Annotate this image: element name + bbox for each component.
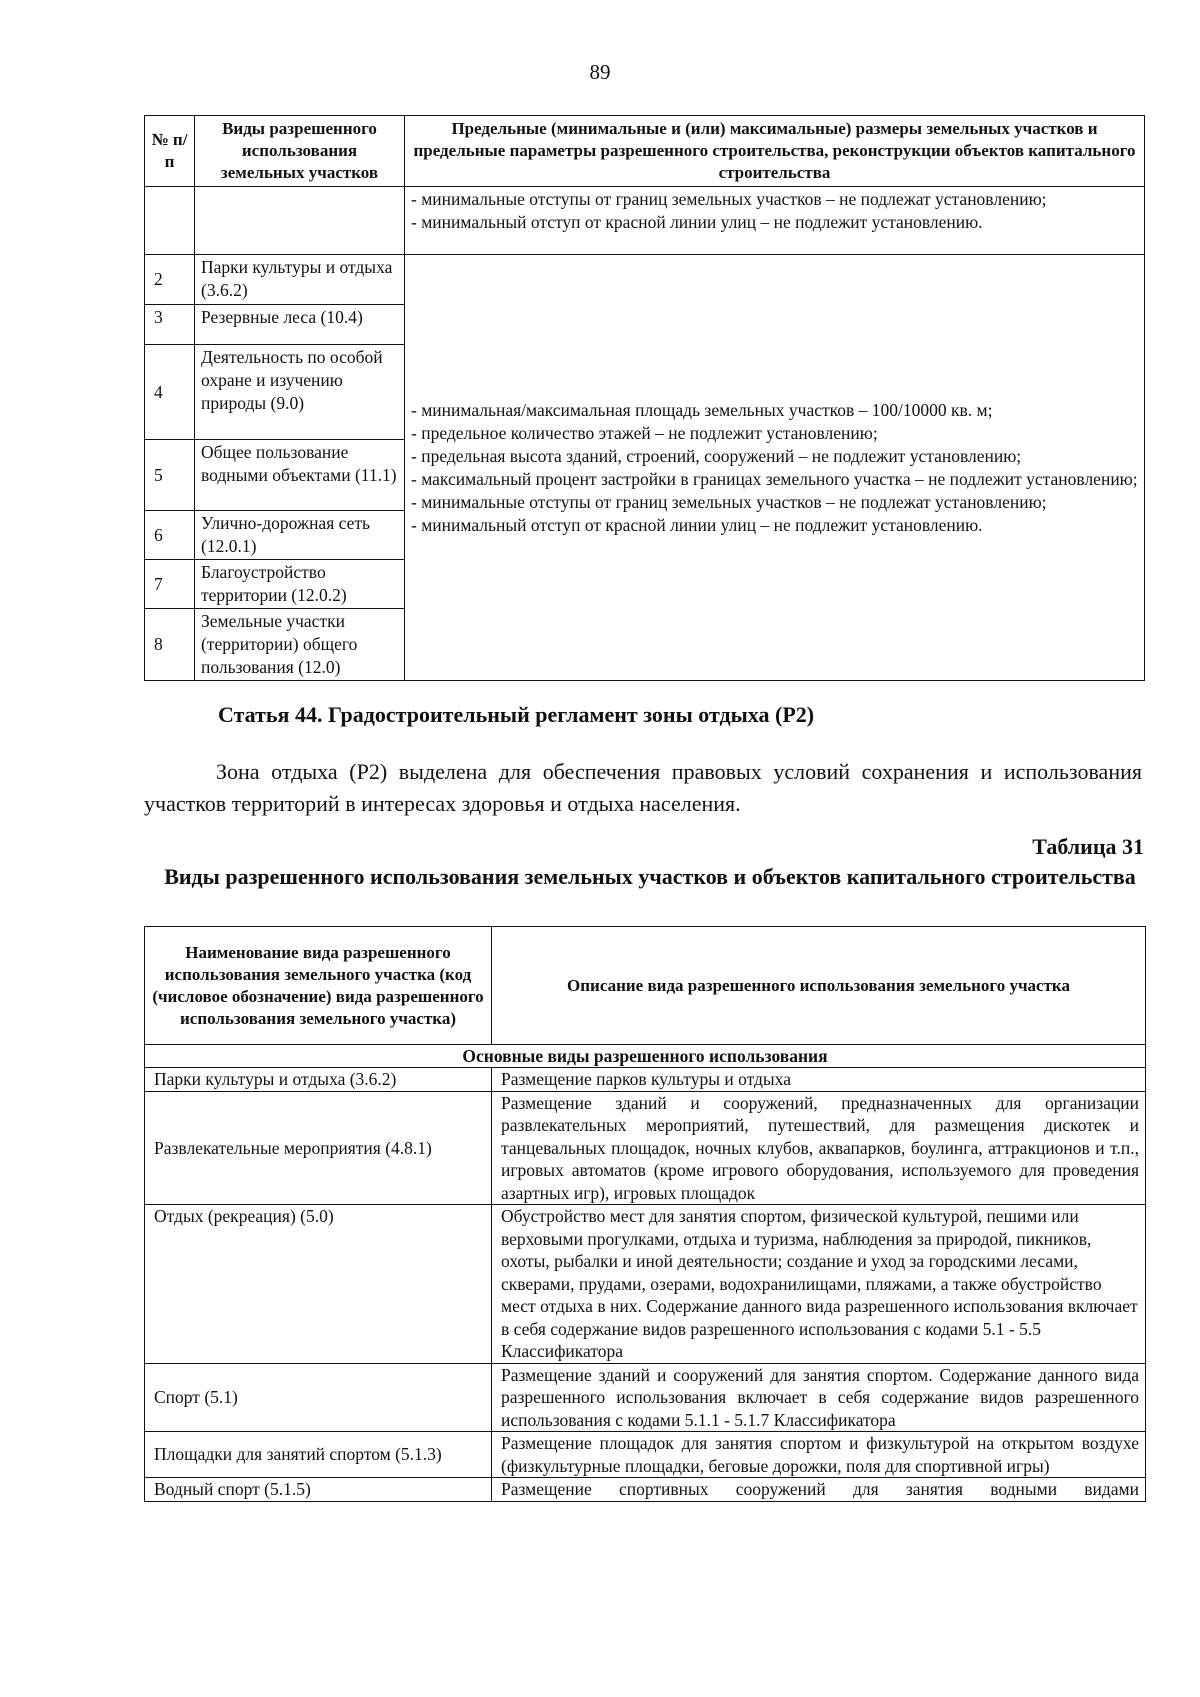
use-description: Размещение парков культуры и отдыха: [492, 1068, 1146, 1092]
row-number: 5: [145, 440, 195, 511]
header-number: № п/п: [145, 116, 195, 187]
group-row: [145, 1045, 1146, 1068]
article-title: Статья 44. Градостроительный регламент зоны отдыха (Р2): [218, 702, 815, 727]
use-description: Размещение спортивных сооружений для занятия водными видами: [492, 1478, 1146, 1502]
use-description: Размещение зданий и сооружений для занятия спортом. Содержание данного вида разрешенного использования включает в себя содержание видов разрешенного использования с кодами 5.1.1 - 5.1.7 Классификатора: [492, 1363, 1146, 1432]
header-use-types: Виды разрешенного использования земельных участков: [195, 116, 405, 187]
header-use-description: Описание вида разрешенного использования земельного участка: [492, 927, 1146, 1045]
zone-parameters-table: [144, 115, 1145, 681]
table-title: Виды разрешенного использования земельных участков и объектов капитального строительства: [164, 864, 1136, 889]
row-number: 2: [145, 255, 195, 305]
row-use-type: Благоустройство территории (12.0.2): [195, 560, 405, 609]
use-name: Развлекательные мероприятия (4.8.1): [145, 1091, 492, 1205]
row-number: 6: [145, 511, 195, 560]
header-use-name: Наименование вида разрешенного использования земельного участка (код (числовое обозначение) вида разрешенного использования земельного участка): [145, 927, 492, 1045]
permitted-uses-table: [144, 926, 1146, 1502]
row-number: 4: [145, 345, 195, 440]
row-use-type: Деятельность по особой охране и изучению природы (9.0): [195, 345, 405, 440]
use-name: Площадки для занятий спортом (5.1.3): [145, 1432, 492, 1478]
table-row: [145, 1363, 1146, 1432]
row-number: 3: [145, 305, 195, 345]
table-row: [145, 255, 1145, 305]
table-row: [145, 1068, 1146, 1092]
group-label: Основные виды разрешенного использования: [145, 1045, 1146, 1068]
row-use-type: Общее пользование водными объектами (11.1): [195, 440, 405, 511]
row-use-type: Улично-дорожная сеть (12.0.1): [195, 511, 405, 560]
table-header-row: [145, 927, 1146, 1045]
table-header-row: [145, 116, 1145, 187]
table-label: Таблица 31: [1032, 834, 1144, 859]
row-use-type: Резервные леса (10.4): [195, 305, 405, 345]
header-limits: Предельные (минимальные и (или) максимальные) размеры земельных участков и предельные параметры разрешенного строительства, реконструкции объектов капитального строительства: [405, 116, 1145, 187]
use-description: Обустройство мест для занятия спортом, физической культурой, пешими или верховыми прогулками, отдыха и туризма, наблюдения за природой, пикников, охоты, рыбалки и иной деятельности; создание и уход за городскими лесами, скверами, прудами, озерами, водохранилищами, пляжами, а также обустройство мест отдыха в них. Содержание данного вида разрешенного использования включает в себя содержание видов разрешенного использования с кодами 5.1 - 5.5 Классификатора: [492, 1205, 1146, 1364]
use-name: Отдых (рекреация) (5.0): [145, 1205, 492, 1364]
use-description: Размещение площадок для занятия спортом и физкультурой на открытом воздухе (физкультурные площадки, беговые дорожки, поля для спортивной игры): [492, 1432, 1146, 1478]
empty-cell: [145, 187, 195, 255]
use-name: Спорт (5.1): [145, 1363, 492, 1432]
use-description: Размещение зданий и сооружений, предназначенных для организации развлекательных мероприятий, путешествий, для размещения дискотек и танцевальных площадок, ночных клубов, аквапарков, боулинга, аттракционов и т.п., игровых автоматов (кроме игрового оборудования, используемого для проведения азартных игр), игровых площадок: [492, 1091, 1146, 1205]
row-use-type: Земельные участки (территории) общего пользования (12.0): [195, 609, 405, 681]
table-row: [145, 1432, 1146, 1478]
continuation-text: - минимальные отступы от границ земельных участков – не подлежат установлению; - минимальный отступ от красной линии улиц – не подлежит установлению.: [405, 187, 1145, 255]
table-row: [145, 1205, 1146, 1364]
zone-description-paragraph: Зона отдыха (Р2) выделена для обеспечения правовых условий сохранения и использования участков территорий в интересах здоровья и отдыха населения.: [144, 759, 1142, 816]
table-row-continuation: [145, 187, 1145, 255]
row-number: 7: [145, 560, 195, 609]
row-number: 8: [145, 609, 195, 681]
row-use-type: Парки культуры и отдыха (3.6.2): [195, 255, 405, 305]
use-name: Водный спорт (5.1.5): [145, 1478, 492, 1502]
merged-rules-cell: - минимальная/максимальная площадь земельных участков – 100/10000 кв. м; - предельное количество этажей – не подлежит установлению; - предельная высота зданий, строений, сооружений – не подлежит установлению; - максимальный процент застройки в границах земельного участка – не подлежит установлению; - минимальные отступы от границ земельных участков – не подлежат установлению; - минимальный отступ от красной линии улиц – не подлежит установлению.: [405, 255, 1145, 681]
page-number: 89: [589, 60, 611, 84]
empty-cell: [195, 187, 405, 255]
table-row: [145, 1091, 1146, 1205]
table-row: [145, 1478, 1146, 1502]
use-name: Парки культуры и отдыха (3.6.2): [145, 1068, 492, 1092]
